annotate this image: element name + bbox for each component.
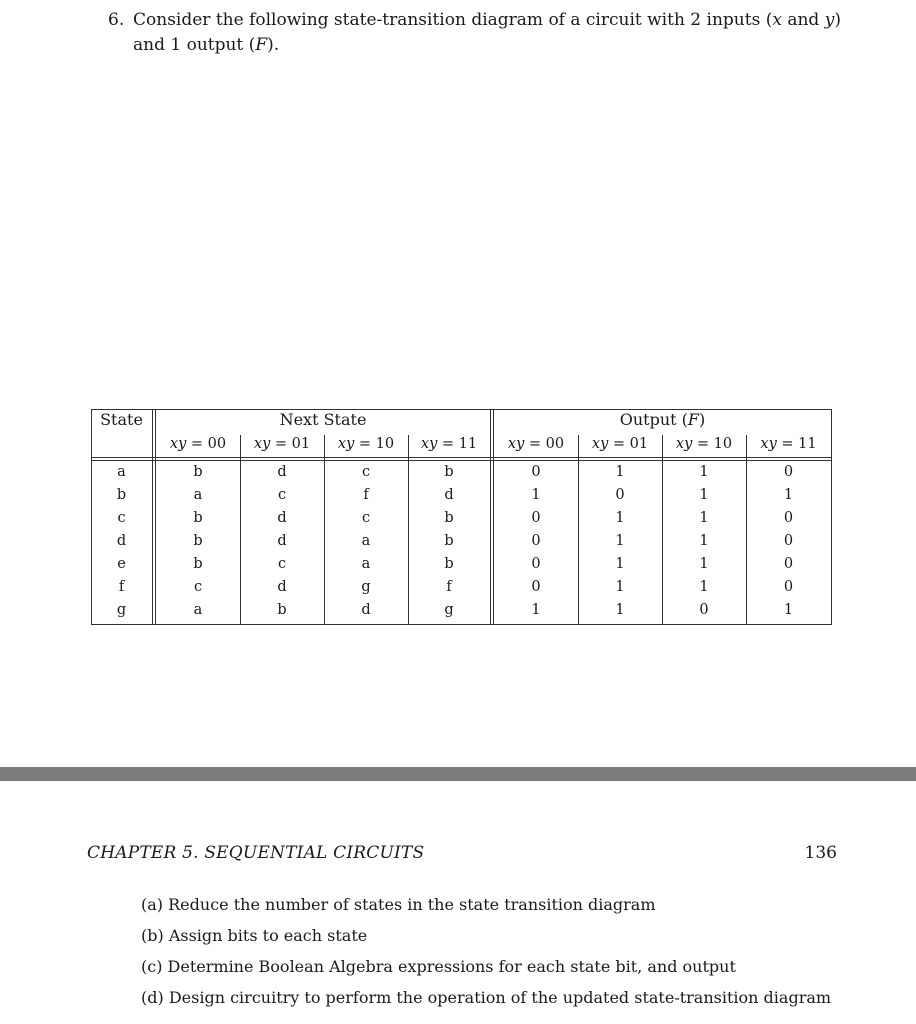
output-cell: 1 — [615, 602, 625, 618]
question-line-1: Consider the following state-transition diagram of a circuit with 2 inputs (x and y) — [133, 10, 841, 30]
next-state-cell: b — [193, 510, 203, 526]
page-divider — [0, 767, 916, 781]
task-a: (a) Reduce the number of states in the state transition diagram — [141, 895, 656, 914]
next-state-cell: b — [193, 556, 203, 572]
output-cell: 1 — [615, 579, 625, 595]
next-state-cell: b — [193, 464, 203, 480]
output-cell: 1 — [699, 487, 709, 503]
state-cell: b — [116, 487, 127, 503]
state-cell: e — [117, 556, 126, 572]
state-cell: d — [116, 533, 127, 549]
page-number: 136 — [804, 843, 837, 863]
output-cell: 1 — [615, 556, 625, 572]
next-state-input-label: xy = 10 — [337, 436, 395, 452]
output-input-label: xy = 01 — [591, 436, 649, 452]
output-cell: 0 — [531, 579, 541, 595]
next-state-cell: b — [444, 510, 454, 526]
output-cell: 0 — [783, 579, 794, 595]
next-state-cell: d — [277, 579, 287, 595]
next-state-cell: b — [444, 464, 454, 480]
output-input-label: xy = 11 — [760, 436, 817, 452]
state-cell: c — [117, 510, 126, 526]
output-input-label: xy = 10 — [675, 436, 733, 452]
next-state-cell: b — [444, 533, 454, 549]
output-cell: 0 — [615, 487, 625, 503]
table-rule — [490, 409, 491, 625]
output-input-label: xy = 00 — [507, 436, 565, 452]
output-cell: 1 — [783, 487, 794, 503]
next-state-cell: b — [444, 556, 454, 572]
next-state-cell: b — [193, 533, 203, 549]
next-state-cell: c — [277, 556, 287, 572]
next-state-input-label: xy = 01 — [253, 436, 311, 452]
next-state-cell: d — [444, 487, 454, 503]
output-cell: 1 — [531, 487, 541, 503]
next-state-cell: c — [193, 579, 203, 595]
output-cell: 1 — [531, 602, 541, 618]
table-rule — [91, 457, 832, 458]
output-cell: 0 — [699, 602, 709, 618]
output-cell: 0 — [531, 533, 541, 549]
state-cell: g — [116, 602, 127, 618]
state-table — [91, 409, 831, 624]
output-cell: 1 — [699, 464, 709, 480]
state-header: State — [100, 410, 143, 429]
question-line-2: and 1 output (F). — [133, 35, 280, 55]
next-state-cell: c — [361, 510, 371, 526]
task-b: (b) Assign bits to each state — [141, 926, 368, 945]
output-cell: 1 — [783, 602, 794, 618]
output-cell: 1 — [699, 556, 709, 572]
task-c: (c) Determine Boolean Algebra expressions for each state bit, and output — [141, 957, 736, 976]
next-state-cell: c — [277, 487, 287, 503]
next-state-input-label: xy = 00 — [169, 436, 227, 452]
next-state-cell: a — [193, 602, 203, 618]
next-state-cell: g — [361, 579, 371, 595]
question-number: 6. — [108, 10, 125, 30]
next-state-cell: f — [363, 487, 369, 503]
next-state-header: Next State — [279, 410, 367, 429]
task-d: (d) Design circuitry to perform the operation of the updated state-transition diagram — [141, 988, 832, 1007]
state-cell: a — [117, 464, 126, 480]
next-state-cell: d — [277, 464, 287, 480]
output-cell: 0 — [531, 464, 541, 480]
table-rule — [91, 460, 832, 461]
next-state-input-label: xy = 11 — [420, 436, 478, 452]
output-cell: 0 — [783, 533, 794, 549]
next-state-cell: d — [277, 533, 287, 549]
next-state-cell: c — [361, 464, 371, 480]
output-cell: 1 — [699, 533, 709, 549]
next-state-cell: b — [277, 602, 287, 618]
output-cell: 0 — [783, 464, 794, 480]
next-state-cell: a — [193, 487, 203, 503]
next-state-cell: g — [444, 602, 454, 618]
state-cell: f — [118, 579, 125, 595]
output-cell: 0 — [783, 556, 794, 572]
table-rule — [831, 409, 832, 625]
next-state-cell: d — [361, 602, 371, 618]
table-rule — [91, 624, 832, 625]
output-cell: 1 — [615, 510, 625, 526]
output-header: Output (F) — [619, 410, 706, 429]
output-cell: 1 — [615, 464, 625, 480]
table-rule — [152, 409, 153, 625]
output-cell: 1 — [615, 533, 625, 549]
next-state-cell: f — [446, 579, 452, 595]
output-cell: 0 — [783, 510, 794, 526]
chapter-heading: CHAPTER 5. SEQUENTIAL CIRCUITS — [87, 843, 425, 863]
output-cell: 1 — [699, 510, 709, 526]
next-state-cell: a — [361, 556, 371, 572]
output-cell: 0 — [531, 556, 541, 572]
output-cell: 1 — [699, 579, 709, 595]
next-state-cell: d — [277, 510, 287, 526]
next-state-cell: a — [361, 533, 371, 549]
output-cell: 0 — [531, 510, 541, 526]
